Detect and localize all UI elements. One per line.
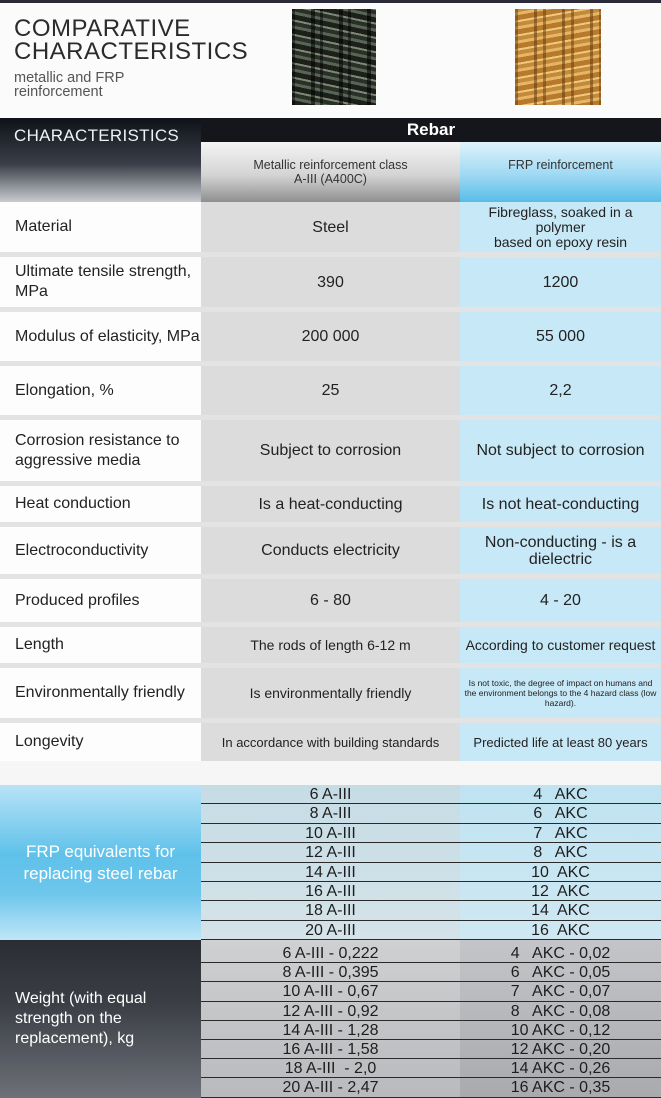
weight-label: Weight (with equal strength on the replacement), kg <box>0 940 201 1098</box>
table-row <box>0 527 661 579</box>
row-label: Longevity <box>0 723 201 761</box>
metal-value: 6 - 80 <box>201 579 460 622</box>
frp-value: 1200 <box>460 257 661 307</box>
subtitle-line-1: metallic and FRP <box>14 70 125 86</box>
list-item: 8 A-III - 0,395 <box>201 963 460 982</box>
frp-value: Predicted life at least 80 years <box>460 723 661 761</box>
table-row <box>0 627 661 668</box>
list-item: 8 A-III <box>201 804 460 823</box>
list-item: 6 A-III <box>201 785 460 804</box>
list-item: 4 AKC - 0,02 <box>460 944 661 963</box>
metal-column-header <box>201 142 460 202</box>
metal-value: Is environmentally friendly <box>201 668 460 718</box>
table-row <box>0 668 661 723</box>
frp-value: 55 000 <box>460 312 661 361</box>
list-item: 20 A-III - 2,47 <box>201 1078 460 1097</box>
metal-value: 200 000 <box>201 312 460 361</box>
table-row <box>0 723 661 761</box>
frp-equivalents-label: FRP equivalents for replacing steel rebar <box>0 785 201 940</box>
metal-value: Is a heat-conducting <box>201 486 460 522</box>
list-item: 14 AKC - 0,26 <box>460 1059 661 1078</box>
row-label: Corrosion resistance to aggressive media <box>0 420 201 481</box>
list-item: 6 A-III - 0,222 <box>201 944 460 963</box>
frp-rebar-image <box>515 9 601 105</box>
list-item: 10 AKC - 0,12 <box>460 1021 661 1040</box>
list-item: 10 A-III <box>201 824 460 843</box>
frp-value: 4 - 20 <box>460 579 661 622</box>
frp-value: Non-conducting - is a dielectric <box>460 527 661 574</box>
frp-value: Not subject to corrosion <box>460 420 661 481</box>
table-row <box>0 312 661 366</box>
list-item: 12 A-III - 0,92 <box>201 1002 460 1021</box>
table-row <box>0 202 661 257</box>
table-row <box>0 420 661 486</box>
list-item: 16 AKC <box>460 921 661 940</box>
metal-value: Steel <box>201 202 460 252</box>
table-row <box>0 257 661 312</box>
list-item: 4 AKC <box>460 785 661 804</box>
list-item: 14 AKC <box>460 901 661 920</box>
characteristics-header <box>0 118 201 202</box>
list-item: 18 A-III - 2,0 <box>201 1059 460 1078</box>
metal-rebar-image <box>292 9 376 105</box>
rebar-header: Rebar <box>201 118 661 142</box>
title-line-1: COMPARATIVE <box>14 15 191 42</box>
list-item: 14 A-III <box>201 863 460 882</box>
list-item: 20 A-III <box>201 921 460 940</box>
header <box>0 0 661 118</box>
metal-value: Conducts electricity <box>201 527 460 574</box>
list-item: 12 AKC - 0,20 <box>460 1040 661 1059</box>
row-label: Electroconductivity <box>0 527 201 574</box>
row-label: Ultimate tensile strength, MPa <box>0 257 201 307</box>
list-item: 12 AKC <box>460 882 661 901</box>
characteristics-label: CHARACTERISTICS <box>14 126 180 145</box>
list-item: 14 A-III - 1,28 <box>201 1021 460 1040</box>
page-title <box>14 17 248 63</box>
list-item: 8 AKC - 0,08 <box>460 1002 661 1021</box>
list-item: 16 A-III <box>201 882 460 901</box>
table-row <box>0 579 661 627</box>
equivalents-frp-column <box>460 785 661 940</box>
list-item: 7 AKC - 0,07 <box>460 982 661 1001</box>
list-item: 7 AKC <box>460 824 661 843</box>
list-item: 16 A-III - 1,58 <box>201 1040 460 1059</box>
row-label: Modulus of elasticity, MPa <box>0 312 201 361</box>
row-label: Heat conduction <box>0 486 201 522</box>
row-label: Elongation, % <box>0 366 201 415</box>
subtitle-line-2: reinforcement <box>14 84 103 100</box>
frp-value <box>460 202 661 252</box>
row-label: Length <box>0 627 201 663</box>
metal-header-line-1: Metallic reinforcement class <box>253 158 408 172</box>
frp-value: Is not heat-conducting <box>460 486 661 522</box>
row-label: Environmentally friendly <box>0 668 201 718</box>
metal-header-line-2: A-III (A400C) <box>294 172 367 186</box>
metal-value: The rods of length 6-12 m <box>201 627 460 663</box>
equivalents-metal-column <box>201 785 460 940</box>
list-item: 6 AKC - 0,05 <box>460 963 661 982</box>
row-label: Material <box>0 202 201 252</box>
title-line-2: CHARACTERISTICS <box>14 38 249 65</box>
frp-value-line-2: based on epoxy resin <box>493 233 628 250</box>
list-item: 8 AKC <box>460 843 661 862</box>
metal-value: In accordance with building standards <box>201 723 460 761</box>
weight-block <box>0 940 661 1098</box>
list-item: 16 AKC - 0,35 <box>460 1078 661 1097</box>
frp-value: According to customer request <box>460 627 661 663</box>
page-subtitle <box>14 71 124 99</box>
metal-value: Subject to corrosion <box>201 420 460 481</box>
table-row <box>0 486 661 527</box>
table-row <box>0 366 661 420</box>
frp-value: Is not toxic, the degree of impact on humans and the environment belongs to the 4 hazard class (low hazard). <box>460 668 661 718</box>
characteristics-table <box>0 202 661 761</box>
weight-frp-column <box>460 940 661 1098</box>
list-item: 18 A-III <box>201 901 460 920</box>
frp-value-line-1: Fibreglass, soaked in a polymer <box>488 203 633 235</box>
frp-column-header: FRP reinforcement <box>460 142 661 202</box>
metal-value: 25 <box>201 366 460 415</box>
row-label: Produced profiles <box>0 579 201 622</box>
metal-value: 390 <box>201 257 460 307</box>
list-item: 6 AKC <box>460 804 661 823</box>
list-item: 10 A-III - 0,67 <box>201 982 460 1001</box>
list-item: 10 AKC <box>460 863 661 882</box>
weight-metal-column <box>201 940 460 1098</box>
frp-equivalents-block <box>0 785 661 940</box>
frp-value: 2,2 <box>460 366 661 415</box>
list-item: 12 A-III <box>201 843 460 862</box>
